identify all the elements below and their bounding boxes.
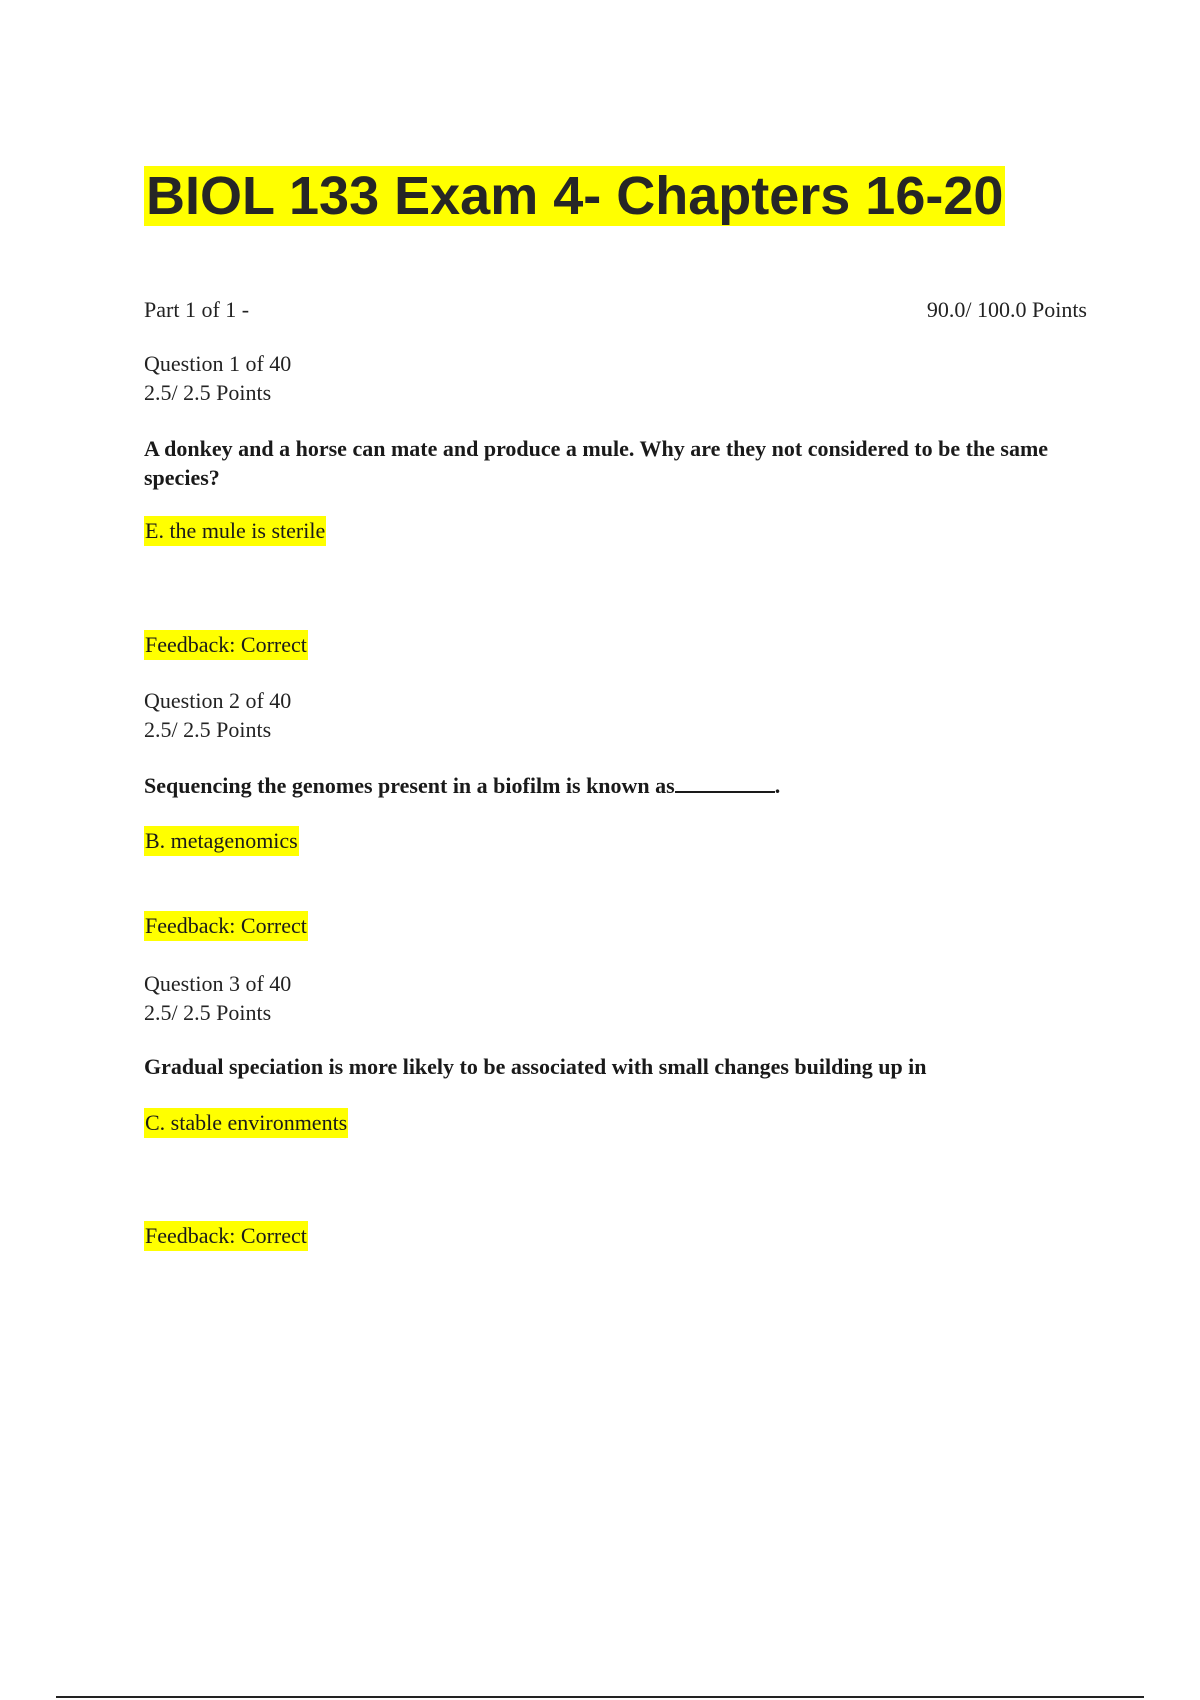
fill-in-blank <box>675 773 775 793</box>
question-2-prompt-block <box>144 771 1094 800</box>
question-3-answer-block <box>144 1108 1094 1138</box>
question-1-answer-block <box>144 516 1094 546</box>
document-title-text: BIOL 133 Exam 4- Chapters 16-20 <box>146 166 1004 226</box>
question-prompt-end: . <box>774 773 781 798</box>
question-3-feedback-block <box>144 1221 1094 1251</box>
question-number: Question 1 of 40 <box>144 351 292 376</box>
total-points: 90.0/ 100.0 Points <box>926 297 1087 322</box>
question-number: Question 3 of 40 <box>144 971 292 996</box>
question-number: Question 2 of 40 <box>144 688 292 713</box>
part-label: Part 1 of 1 - <box>144 297 250 322</box>
page-bottom-rule <box>56 1696 1144 1698</box>
part-header <box>144 294 1087 326</box>
question-1-prompt-block <box>144 434 1094 492</box>
question-2-answer-block <box>144 826 1094 856</box>
question-2-feedback-block <box>144 911 1094 941</box>
question-prompt <box>144 771 1094 800</box>
question-points: 2.5/ 2.5 Points <box>144 380 272 405</box>
question-points: 2.5/ 2.5 Points <box>144 717 272 742</box>
feedback-text: Feedback: Correct <box>144 911 308 941</box>
selected-answer: C. stable environments <box>144 1108 348 1138</box>
question-prompt-text: Sequencing the genomes present in a biofilm is known as <box>144 773 675 798</box>
question-1 <box>144 349 1094 407</box>
question-prompt: Gradual speciation is more likely to be associated with small changes building up in <box>144 1054 927 1079</box>
question-prompt: A donkey and a horse can mate and produce a mule. Why are they not considered to be the same species? <box>144 436 1049 490</box>
document-title <box>144 163 1005 229</box>
question-1-feedback-block <box>144 630 1094 660</box>
selected-answer: B. metagenomics <box>144 826 299 856</box>
question-3 <box>144 969 1094 1027</box>
feedback-text: Feedback: Correct <box>144 1221 308 1251</box>
question-2 <box>144 686 1094 744</box>
question-points: 2.5/ 2.5 Points <box>144 1000 272 1025</box>
feedback-text: Feedback: Correct <box>144 630 308 660</box>
question-3-prompt-block <box>144 1052 1094 1081</box>
selected-answer: E. the mule is sterile <box>144 516 326 546</box>
